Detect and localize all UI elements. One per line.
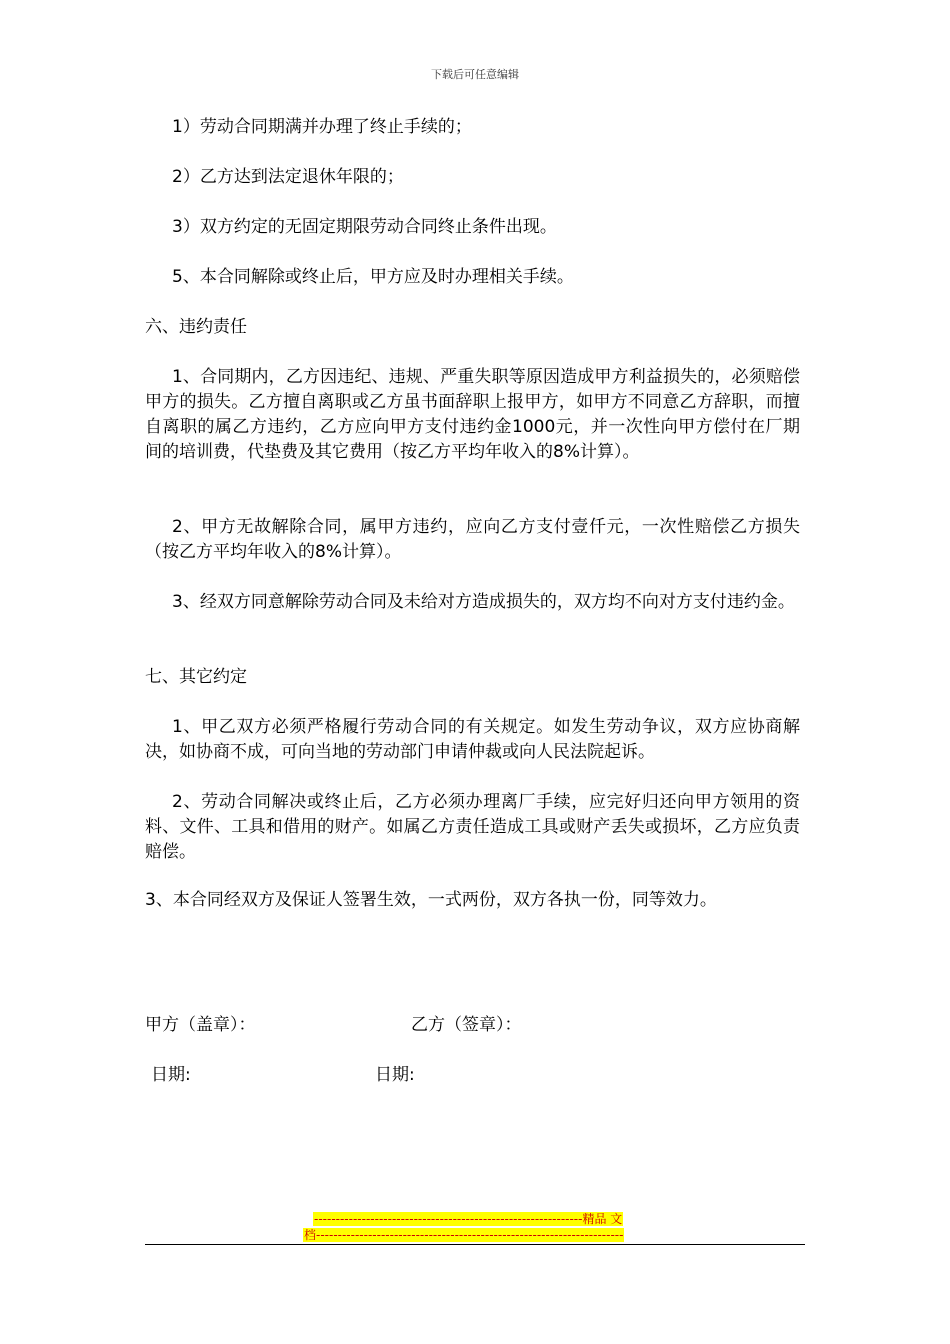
section-7-paragraph-1: 1、甲乙双方必须严格履行劳动合同的有关规定。如发生劳动争议，双方应协商解决，如协商不成，可向当地的劳动部门申请仲裁或向人民法院起诉。	[145, 717, 800, 762]
item-3: 3）双方约定的无固定期限劳动合同终止条件出现。	[172, 217, 557, 237]
footer-line-2: 档-----------------------------------------------------------------------	[304, 1228, 624, 1242]
section-7-paragraph-3: 3、本合同经双方及保证人签署生效，一式两份，双方各执一份，同等效力。	[145, 890, 717, 910]
item-5: 5、本合同解除或终止后，甲方应及时办理相关手续。	[172, 267, 574, 287]
party-b-seal-label: 乙方（签章）：	[411, 1015, 522, 1035]
item-1: 1）劳动合同期满并办理了终止手续的；	[172, 117, 472, 137]
footer-divider	[145, 1244, 805, 1245]
item-2: 2）乙方达到法定退休年限的；	[172, 167, 404, 187]
party-a-seal-label: 甲方（盖章）：	[145, 1015, 256, 1035]
section-6-paragraph-1: 1、合同期内，乙方因违纪、违规、严重失职等原因造成甲方利益损失的，必须赔偿甲方的损失。乙方擅自离职或乙方虽书面辞职上报甲方，如甲方不同意乙方辞职，而擅自离职的属乙方违约，乙方应向甲方支付违约金1000元，并一次性向甲方偿付在厂期间的培训费，代垫费及其它费用（按乙方平均年收入的8%计算）。	[145, 367, 800, 462]
section-6-paragraph-3: 3、经双方同意解除劳动合同及未给对方造成损失的，双方均不向对方支付违约金。	[172, 592, 795, 612]
footer-line-1: --------------------------------------------------------------精品 文	[314, 1212, 623, 1226]
section-7-paragraph-2: 2、劳动合同解决或终止后，乙方必须办理离厂手续，应完好归还向甲方领用的资料、文件、工具和借用的财产。如属乙方责任造成工具或财产丢失或损坏，乙方应负责赔偿。	[145, 792, 800, 862]
section-6-heading: 六、违约责任	[145, 317, 247, 337]
footer-watermark	[303, 1211, 624, 1243]
page-header: 下载后可任意编辑	[431, 68, 519, 81]
section-7-heading: 七、其它约定	[145, 667, 247, 687]
party-b-date-label: 日期:	[375, 1065, 415, 1085]
party-a-date-label: 日期:	[151, 1065, 191, 1085]
section-6-paragraph-2: 2、甲方无故解除合同，属甲方违约，应向乙方支付壹仟元，一次性赔偿乙方损失（按乙方平均年收入的8%计算）。	[145, 517, 800, 562]
